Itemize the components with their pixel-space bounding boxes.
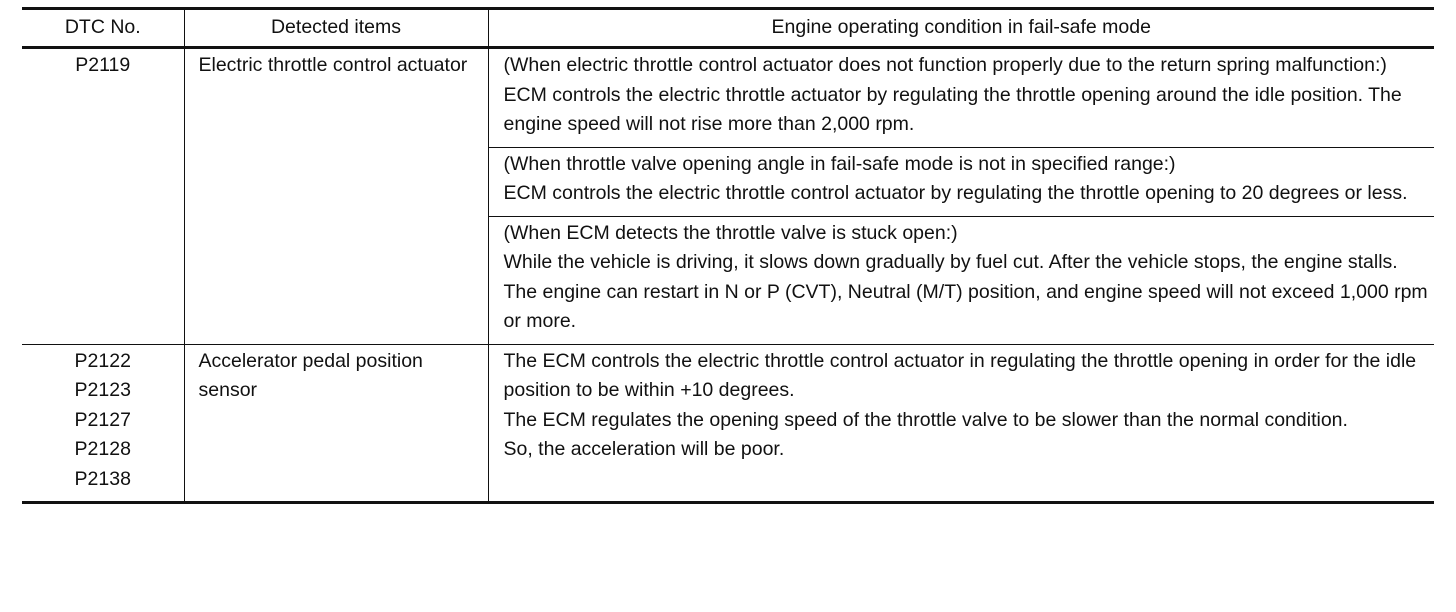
dtc-code: P2138	[74, 467, 131, 490]
header-row	[22, 9, 1434, 48]
fail-safe-table	[22, 7, 1434, 504]
condition-text: The ECM controls the electric throttle control actuator in regulating the throttle opening in order for the idle position to be within +10 degrees.	[503, 349, 1417, 401]
detected-item-cell: Accelerator pedal position sensor	[184, 344, 488, 503]
condition-cell	[488, 147, 1434, 216]
dtc-code: P2119	[75, 54, 131, 76]
dtc-code: P2128	[74, 438, 131, 460]
dtc-code: P2122	[74, 349, 131, 372]
condition-heading: (When electric throttle control actuator does not function properly due to the return spring malfunction:)	[503, 54, 1387, 76]
detected-item-cell: Electric throttle control actuator	[184, 48, 488, 345]
condition-cell	[488, 216, 1434, 344]
table-row	[22, 344, 1434, 503]
dtc-code: P2123	[74, 379, 131, 401]
condition-text: ECM controls the electric throttle control actuator by regulating the throttle opening to 20 degrees or less.	[503, 182, 1408, 204]
table-row	[22, 48, 1434, 148]
condition-text: The ECM regulates the opening speed of the throttle valve to be slower than the normal condition.	[503, 408, 1348, 431]
header-dtc: DTC No.	[22, 9, 184, 48]
condition-cell	[488, 344, 1434, 503]
header-condition: Engine operating condition in fail-safe mode	[488, 9, 1434, 48]
condition-text: While the vehicle is driving, it slows down gradually by fuel cut. After the vehicle stops, the engine stalls.	[503, 251, 1398, 273]
condition-heading: (When throttle valve opening angle in fail-safe mode is not in specified range:)	[503, 152, 1176, 175]
dtc-cell	[22, 48, 184, 345]
condition-text: So, the acceleration will be poor.	[503, 438, 785, 460]
header-detected-items: Detected items	[184, 9, 488, 48]
condition-cell	[488, 48, 1434, 148]
dtc-cell	[22, 344, 184, 503]
condition-text: ECM controls the electric throttle actuator by regulating the throttle opening around the idle position. The engine speed will not rise more than 2,000 rpm.	[503, 83, 1402, 135]
condition-text: The engine can restart in N or P (CVT), Neutral (M/T) position, and engine speed will not exceed 1,000 rpm or more.	[503, 280, 1428, 332]
condition-heading: (When ECM detects the throttle valve is stuck open:)	[503, 221, 958, 244]
dtc-code: P2127	[74, 408, 131, 431]
